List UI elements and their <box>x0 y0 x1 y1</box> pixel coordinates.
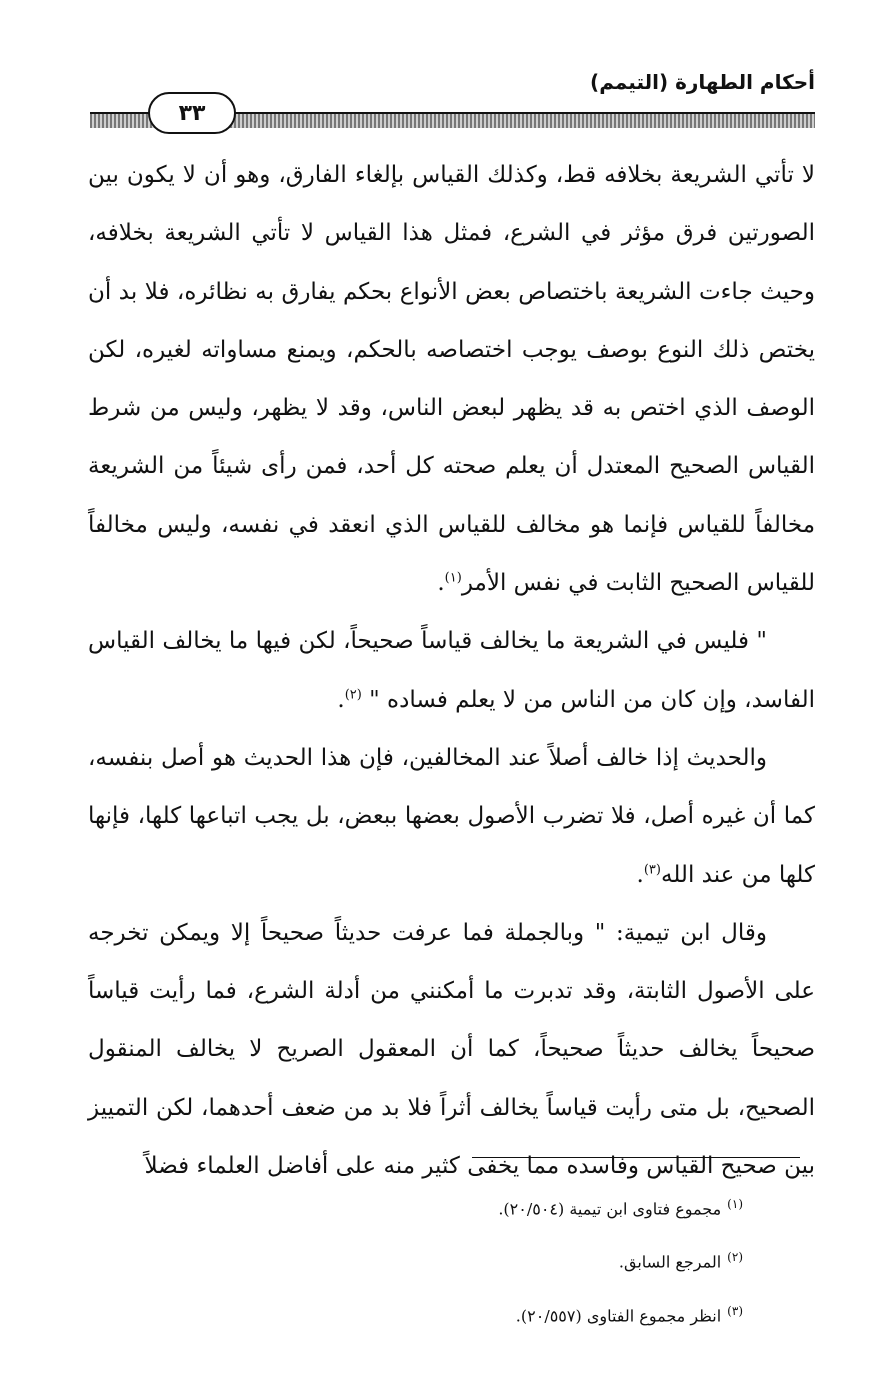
text-line: التمييز بين صحيح القياس وفاسده مما يخفى كثير منه على أفاضل العلماء فضلاً <box>88 1094 815 1180</box>
text-line: بين الصورتين فرق مؤثر في الشرع، فمثل هذا القياس لا تأتي الشريعة بخلافه، <box>88 162 815 247</box>
footnote-number: (٣) <box>727 1303 743 1318</box>
text-line: بد أن يختص ذلك النوع بوصف يوجب اختصاصه بالحكم، ويمنع مساواته <box>88 278 815 363</box>
text-line: بنفسه، كما أن غيره أصل، فلا تضرب الأصول بعضها ببعض، بل يجب <box>88 744 815 830</box>
paragraph-3: والحديث إذا خالف أصلاً عند المخالفين، فإن هذا الحديث هو أصل بنفسه، كما أن غيره أصل، فلا تضرب الأصول بعضها ببعض، بل يجب اتباعها كلها، فإنها كلها من عند الله$^{(٣)}$. <box>88 744 815 888</box>
text-line: " فليس في الشريعة ما يخالف قياساً صحيحاً، لكن فيها ما يخالف القياس <box>88 628 767 655</box>
text-line: الصحيح، بل متى رأيت قياساً يخالف أثراً فلا بد من ضعف أحدهما، لكن <box>156 1094 815 1121</box>
text-line: والحديث إذا خالف أصلاً عند المخالفين، فإن هذا الحديث هو أصل <box>160 744 767 771</box>
footnote-3 <box>243 1287 743 1340</box>
footnote-ref-3[interactable]: (٣) <box>643 861 661 877</box>
page-number <box>148 92 236 134</box>
text-line: لغيره، لكن الوصف الذي اختص به قد يظهر لبعض الناس، وقد لا يظهر، <box>88 336 816 422</box>
footnotes <box>243 1180 743 1340</box>
footnote-text: انظر مجموع الفتاوى (٢٠/٥٥٧). <box>515 1305 722 1325</box>
paragraph-2: " فليس في الشريعة ما يخالف قياساً صحيحاً، لكن فيها ما يخالف القياس الفاسد، وإن كان من الناس من لا يعلم فساده " $^{(٢)}$. <box>88 628 815 713</box>
paragraph-4 <box>88 904 815 1195</box>
footnote-ref-2[interactable]: (٢) <box>344 687 362 703</box>
footnote-2 <box>243 1233 743 1286</box>
footnote-1 <box>243 1180 743 1233</box>
paragraph-1: لا تأتي الشريعة بخلافه قط، وكذلك القياس بإلغاء الفارق، وهو أن لا يكون بين الصورتين فرق مؤثر في الشرع، فمثل هذا القياس لا تأتي الشريعة بخلافه، وحيث جاءت الشريعة باختصاص بعض الأنواع بحكم يفارق به نظائره، فلا بد أن يختص ذلك النوع بوصف يوجب اختصاصه بالحكم، ويمنع مساواته لغيره، لكن الوصف الذي اختص به قد يظهر لبعض الناس، وقد لا يظهر، وليس من شرط القياس الصحيح المعتدل أن يعلم صحته كل أحد، فمن رأى شيئاً من الشريعة مخالفاً للقياس فإنما هو مخالف للقياس الذي انعقد في نفسه، وليس مخالفاً للقياس الصحيح الثابت في نفس الأمر$^{(١)}$. <box>88 162 816 597</box>
running-title: أحكام الطهارة (التيمم) <box>590 70 815 94</box>
footnote-number: (٢) <box>727 1250 743 1265</box>
footnote-number: (١) <box>727 1197 743 1211</box>
text-line: وقال ابن تيمية: " وبالجملة فما عرفت حديثاً صحيحاً إلا ويمكن تخرجه <box>88 919 767 946</box>
text-line: وليس مخالفاً للقياس الصحيح الثابت في نفس الأمر <box>88 511 815 597</box>
text-line: على الأصول الثابتة، وقد تدبرت ما أمكنني من أدلة الشرع، فما رأيت قياساً <box>88 978 815 1005</box>
footnote-ref-1[interactable]: (١) <box>444 570 462 586</box>
text-line: شيئاً من الشريعة مخالفاً للقياس فإنما هو مخالف للقياس الذي انعقد في نفسه، <box>88 453 816 538</box>
text-line: وليس من شرط القياس الصحيح المعتدل أن يعلم صحته كل أحد، فمن رأى <box>88 395 816 480</box>
text-line: صحيحاً يخالف حديثاً صحيحاً، كما أن المعقول الصريح لا يخالف المنقول <box>88 1036 815 1063</box>
text-line: اتباعها كلها، فإنها كلها من عند الله <box>88 803 815 888</box>
text-line: الفاسد، وإن كان من الناس من لا يعلم فساده " <box>369 686 815 713</box>
main-text <box>88 146 815 1195</box>
text-line: وحيث جاءت الشريعة باختصاص بعض الأنواع بحكم يفارق به نظائره، فلا <box>144 278 815 305</box>
footnote-text: المرجع السابق. <box>618 1252 722 1272</box>
footnote-separator <box>472 1157 800 1158</box>
text-line: لا تأتي الشريعة بخلافه قط، وكذلك القياس بإلغاء الفارق، وهو أن لا يكون <box>126 162 815 188</box>
footnote-text: مجموع فتاوى ابن تيمية (٢٠/٥٠٤). <box>498 1199 722 1219</box>
page-number-text: ٣٣ <box>178 100 206 126</box>
